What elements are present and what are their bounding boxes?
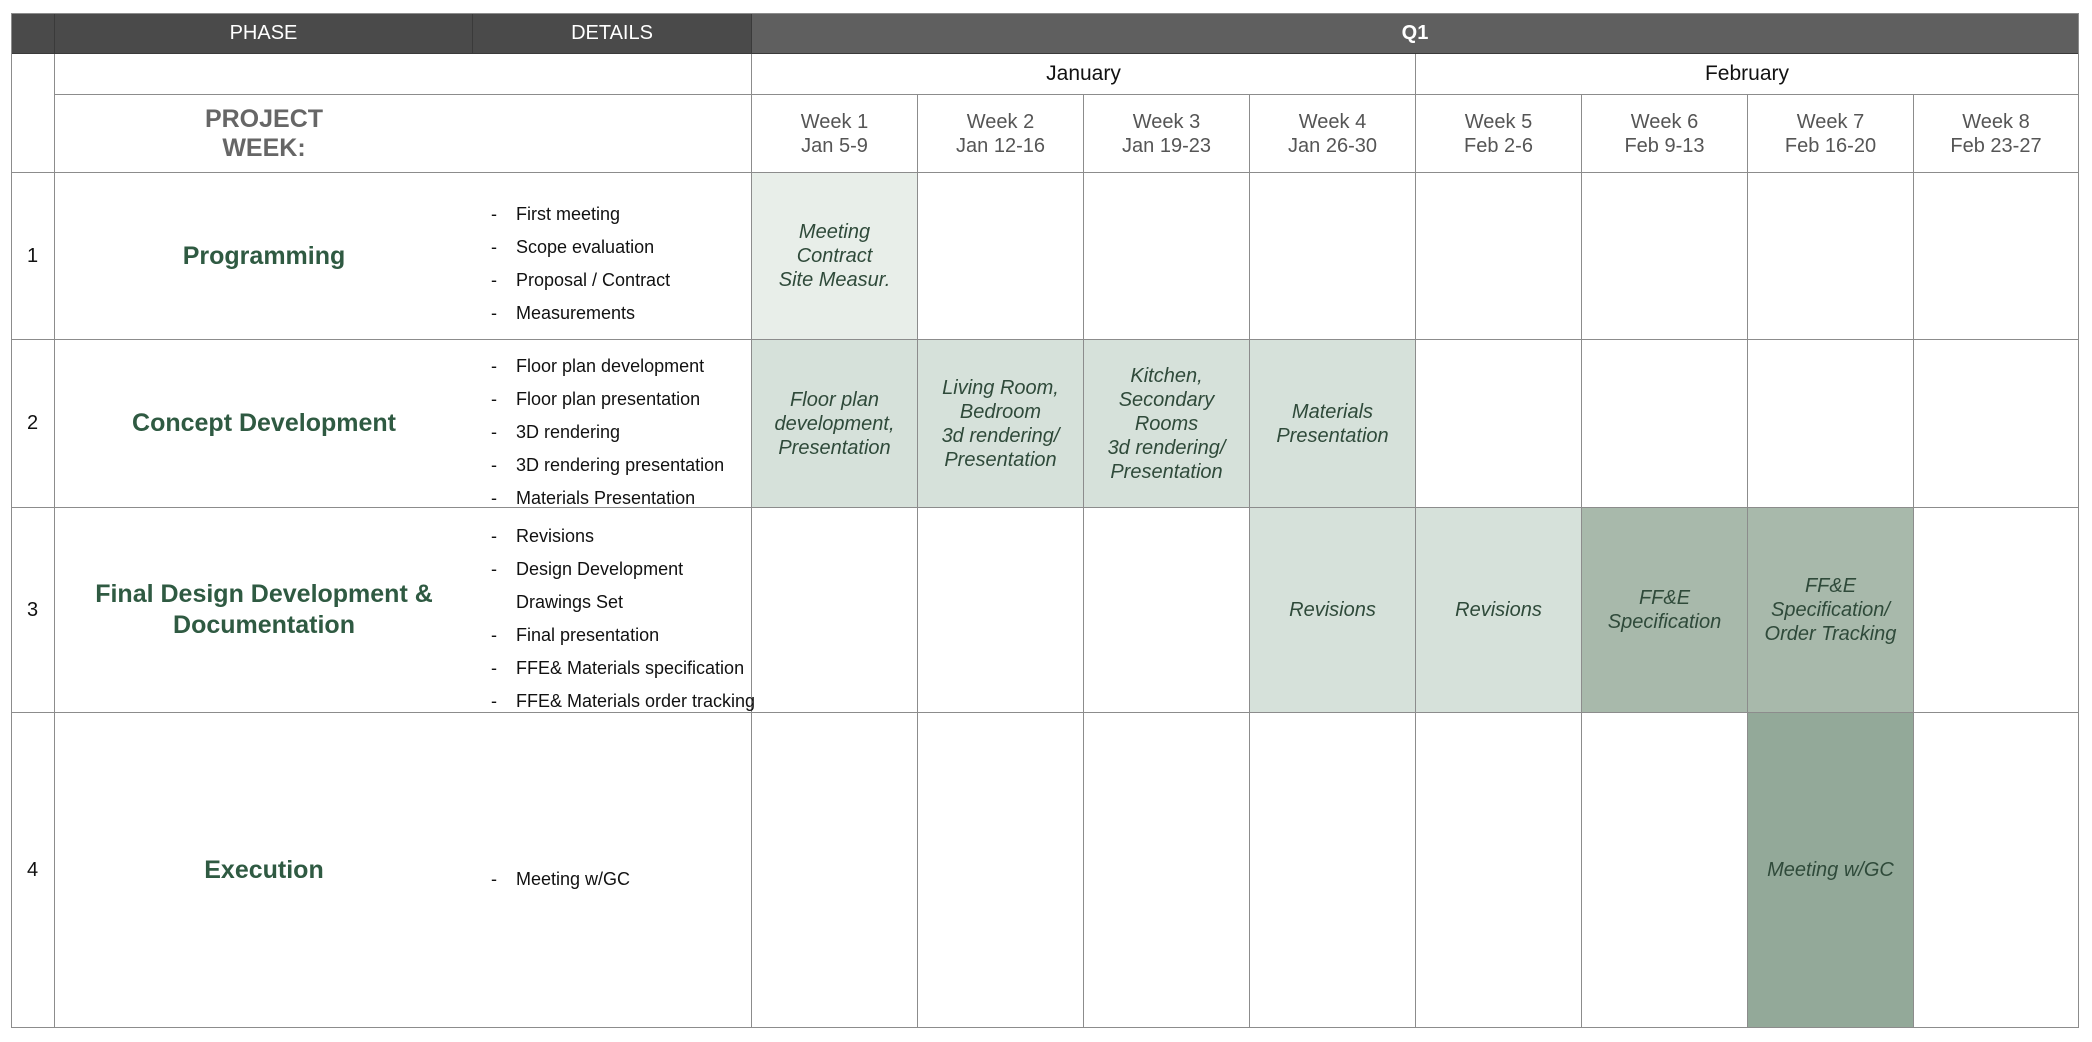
details-item xyxy=(491,619,755,652)
phase-details xyxy=(473,173,752,340)
task-line: Secondary xyxy=(1118,388,1215,411)
task-line: Floor plan xyxy=(790,388,879,411)
empty-week-cell xyxy=(1084,508,1250,713)
header-phase: PHASE xyxy=(55,13,473,54)
bullet-dash: - xyxy=(491,559,497,579)
empty-week-cell xyxy=(1582,173,1748,340)
phase-number: 3 xyxy=(11,508,55,713)
week-label: Week 3 xyxy=(1132,110,1201,133)
details-item xyxy=(491,350,724,383)
details-list xyxy=(491,350,724,515)
week-dates: Feb 16-20 xyxy=(1784,134,1877,157)
phase-details xyxy=(473,340,752,508)
bullet-dash: - xyxy=(491,625,497,645)
task-line: Order Tracking xyxy=(1764,623,1897,645)
details-item xyxy=(491,198,670,231)
week-label: Week 2 xyxy=(966,110,1035,133)
task-line: Kitchen, xyxy=(1130,364,1203,387)
week-header xyxy=(1748,95,1914,173)
week-label: Week 6 xyxy=(1630,110,1699,133)
task-line: 3d rendering/ xyxy=(1107,436,1226,459)
bullet-dash: - xyxy=(491,204,497,224)
week-header xyxy=(1084,95,1250,173)
bullet-dash: - xyxy=(491,422,497,442)
details-item-text: FFE& Materials order tracking xyxy=(516,691,756,711)
details-item-text: FFE& Materials specification xyxy=(516,658,745,678)
bullet-dash: - xyxy=(491,488,497,508)
week-header xyxy=(918,95,1084,173)
empty-week-cell xyxy=(752,713,918,1028)
week-dates: Jan 5-9 xyxy=(801,134,868,157)
task-cell xyxy=(752,340,918,508)
details-item-text: 3D rendering xyxy=(516,422,621,442)
week-header xyxy=(1582,95,1748,173)
details-item-text: Measurements xyxy=(516,303,636,323)
details-list xyxy=(491,198,670,330)
empty-week-cell xyxy=(1914,173,2079,340)
details-item-text: Design Development xyxy=(516,559,684,579)
details-list xyxy=(491,520,755,718)
empty-week-cell xyxy=(918,173,1084,340)
task-cell xyxy=(918,340,1084,508)
header-blank xyxy=(11,13,55,54)
task-line: Revisions xyxy=(1289,599,1376,621)
header-details: DETAILS xyxy=(473,13,752,54)
bullet-dash: - xyxy=(491,270,497,290)
task-line: 3d rendering/ xyxy=(941,424,1060,447)
bullet-dash: - xyxy=(491,303,497,323)
details-item xyxy=(491,586,755,619)
week-label: Week 1 xyxy=(800,110,869,133)
empty-week-cell xyxy=(1084,173,1250,340)
details-item xyxy=(491,553,755,586)
empty-week-cell xyxy=(1416,173,1582,340)
phase-number: 2 xyxy=(11,340,55,508)
details-item-text: 3D rendering presentation xyxy=(516,455,725,475)
bullet-dash: - xyxy=(491,356,497,376)
bullet-dash: - xyxy=(491,869,497,889)
bullet-dash: - xyxy=(491,526,497,546)
details-item-text: Drawings Set xyxy=(516,592,624,612)
month-february: February xyxy=(1416,54,2079,95)
details-item-text: Materials Presentation xyxy=(516,488,696,508)
week-dates: Jan 19-23 xyxy=(1122,134,1211,157)
details-list xyxy=(491,863,630,896)
task-line: Living Room, xyxy=(942,376,1059,399)
task-line: Presentation xyxy=(1276,424,1389,447)
empty-week-cell xyxy=(1914,508,2079,713)
task-line: Meeting w/GC xyxy=(1767,859,1894,881)
task-line: Rooms xyxy=(1134,412,1199,435)
week-header xyxy=(752,95,918,173)
task-line: Bedroom xyxy=(959,400,1042,423)
task-cell xyxy=(752,173,918,340)
task-line: Materials xyxy=(1291,400,1374,423)
bullet-dash: - xyxy=(491,455,497,475)
week-label: Week 7 xyxy=(1796,110,1865,133)
task-line: Revisions xyxy=(1455,599,1542,621)
empty-week-cell xyxy=(1914,340,2079,508)
empty-week-cell xyxy=(1582,340,1748,508)
bullet-dash: - xyxy=(491,237,497,257)
bullet-dash: - xyxy=(491,691,497,711)
week-dates: Jan 12-16 xyxy=(956,134,1045,157)
details-item xyxy=(491,383,724,416)
empty-week-cell xyxy=(1416,340,1582,508)
month-blank xyxy=(55,54,752,95)
details-item xyxy=(491,264,670,297)
empty-week-cell xyxy=(1084,713,1250,1028)
task-cell xyxy=(1416,508,1582,713)
empty-week-cell xyxy=(918,508,1084,713)
week-label: Week 5 xyxy=(1464,110,1533,133)
details-item-text: Floor plan development xyxy=(516,356,705,376)
task-line: Site Measur. xyxy=(778,269,891,291)
details-item xyxy=(491,652,755,685)
bullet-dash: - xyxy=(491,658,497,678)
task-line: Meeting xyxy=(798,221,871,243)
details-item-text: Proposal / Contract xyxy=(516,270,671,290)
empty-week-cell xyxy=(1250,713,1416,1028)
task-line: FF&E xyxy=(1804,575,1857,597)
task-cell xyxy=(1748,508,1914,713)
rownum-blank xyxy=(11,54,55,173)
project-week-label xyxy=(55,95,473,173)
empty-week-cell xyxy=(752,508,918,713)
empty-week-cell xyxy=(918,713,1084,1028)
details-item xyxy=(491,520,755,553)
details-item-text: Revisions xyxy=(516,526,595,546)
gantt-table xyxy=(11,13,2079,1028)
task-line: Contract xyxy=(796,245,873,267)
empty-week-cell xyxy=(1250,173,1416,340)
task-line: Specification/ xyxy=(1771,599,1890,621)
phase-name: Execution xyxy=(55,713,473,1028)
week-label: Week 8 xyxy=(1962,110,2030,133)
week-header xyxy=(1250,95,1416,173)
week-header xyxy=(1914,95,2079,173)
project-week-details-blank xyxy=(473,95,752,173)
details-item xyxy=(491,231,670,264)
phase-name: Concept Development xyxy=(55,340,473,508)
phase-number: 4 xyxy=(11,713,55,1028)
task-cell xyxy=(1250,340,1416,508)
empty-week-cell xyxy=(1748,173,1914,340)
details-item-text: Scope evaluation xyxy=(516,237,655,257)
task-line: Specification xyxy=(1607,611,1722,633)
week-header xyxy=(1416,95,1582,173)
week-dates: Feb 23-27 xyxy=(1950,134,2042,157)
bullet-dash: - xyxy=(491,389,497,409)
task-cell xyxy=(1582,508,1748,713)
phase-details xyxy=(473,713,752,1028)
details-item-text: Meeting w/GC xyxy=(516,869,631,889)
empty-week-cell xyxy=(1416,713,1582,1028)
empty-week-cell xyxy=(1914,713,2079,1028)
details-item xyxy=(491,863,630,896)
week-dates: Feb 2-6 xyxy=(1464,134,1533,157)
phase-name: Final Design Development & Documentation xyxy=(55,508,473,713)
task-line: development, xyxy=(774,412,895,435)
week-label: Week 4 xyxy=(1298,110,1367,133)
empty-week-cell xyxy=(1748,340,1914,508)
phase-number: 1 xyxy=(11,173,55,340)
task-line: Presentation xyxy=(944,448,1057,471)
task-line: FF&E xyxy=(1638,587,1691,609)
task-line: Presentation xyxy=(1110,460,1223,483)
details-item-text: Floor plan presentation xyxy=(516,389,701,409)
task-cell xyxy=(1748,713,1914,1028)
task-cell xyxy=(1250,508,1416,713)
week-dates: Feb 9-13 xyxy=(1624,134,1705,157)
details-item xyxy=(491,449,724,482)
project-week-text: PROJECT WEEK: xyxy=(204,104,324,162)
phase-details xyxy=(473,508,756,713)
task-cell xyxy=(1084,340,1250,508)
details-item xyxy=(491,416,724,449)
details-item xyxy=(491,297,670,330)
details-item-text: Final presentation xyxy=(516,625,660,645)
task-line: Presentation xyxy=(778,436,891,459)
header-quarter: Q1 xyxy=(752,13,2079,54)
week-dates: Jan 26-30 xyxy=(1288,134,1377,157)
details-item-text: First meeting xyxy=(516,204,621,224)
empty-week-cell xyxy=(1582,713,1748,1028)
phase-name: Programming xyxy=(55,173,473,340)
month-january: January xyxy=(752,54,1416,95)
